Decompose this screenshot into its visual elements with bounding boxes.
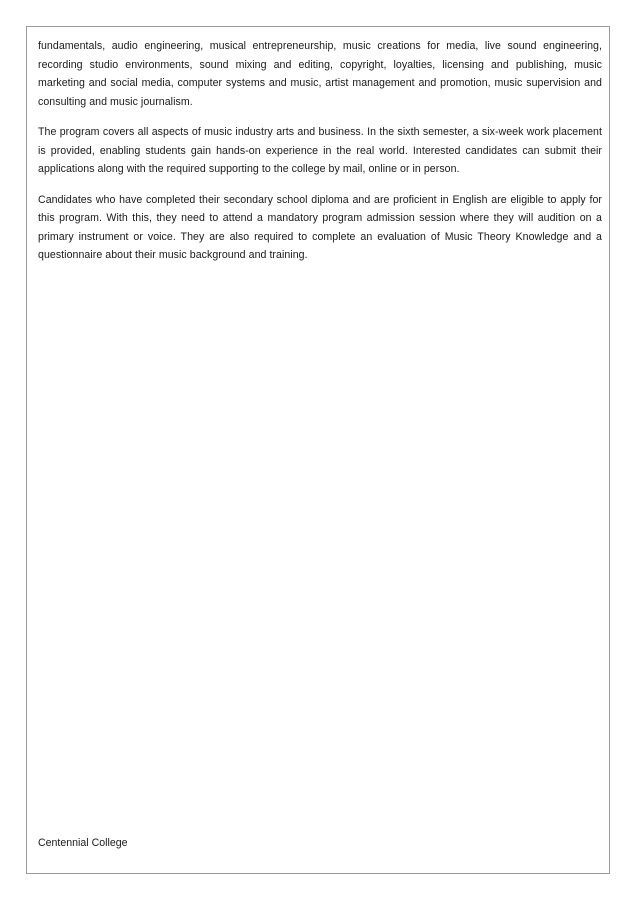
page-footer: Centennial College xyxy=(38,837,128,849)
paragraph-1: fundamentals, audio engineering, musical entrepreneurship, music creations for media, live sound engineering, recording studio environments, sound mixing and editing, copyright, loyalties, licensing and publishing, music marketing and social media, computer systems and music, artist management and promotion, music supervision and consulting and music journalism. xyxy=(38,40,602,108)
paragraph-3: Candidates who have completed their secondary school diploma and are proficient in English are eligible to apply for this program. With this, they need to attend a mandatory program admission session where they will audition on a primary instrument or voice. They are also required to complete an evaluation of Music Theory Knowledge and a questionnaire about their music background and training. xyxy=(38,193,602,261)
paragraph-2: The program covers all aspects of music industry arts and business. In the sixth semester, a six-week work placement is provided, enabling students gain hands-on experience in the real world. Interested candidates can submit their applications along with the required supporting to the college by mail, online or in person. xyxy=(38,126,602,175)
document-body xyxy=(38,37,602,277)
